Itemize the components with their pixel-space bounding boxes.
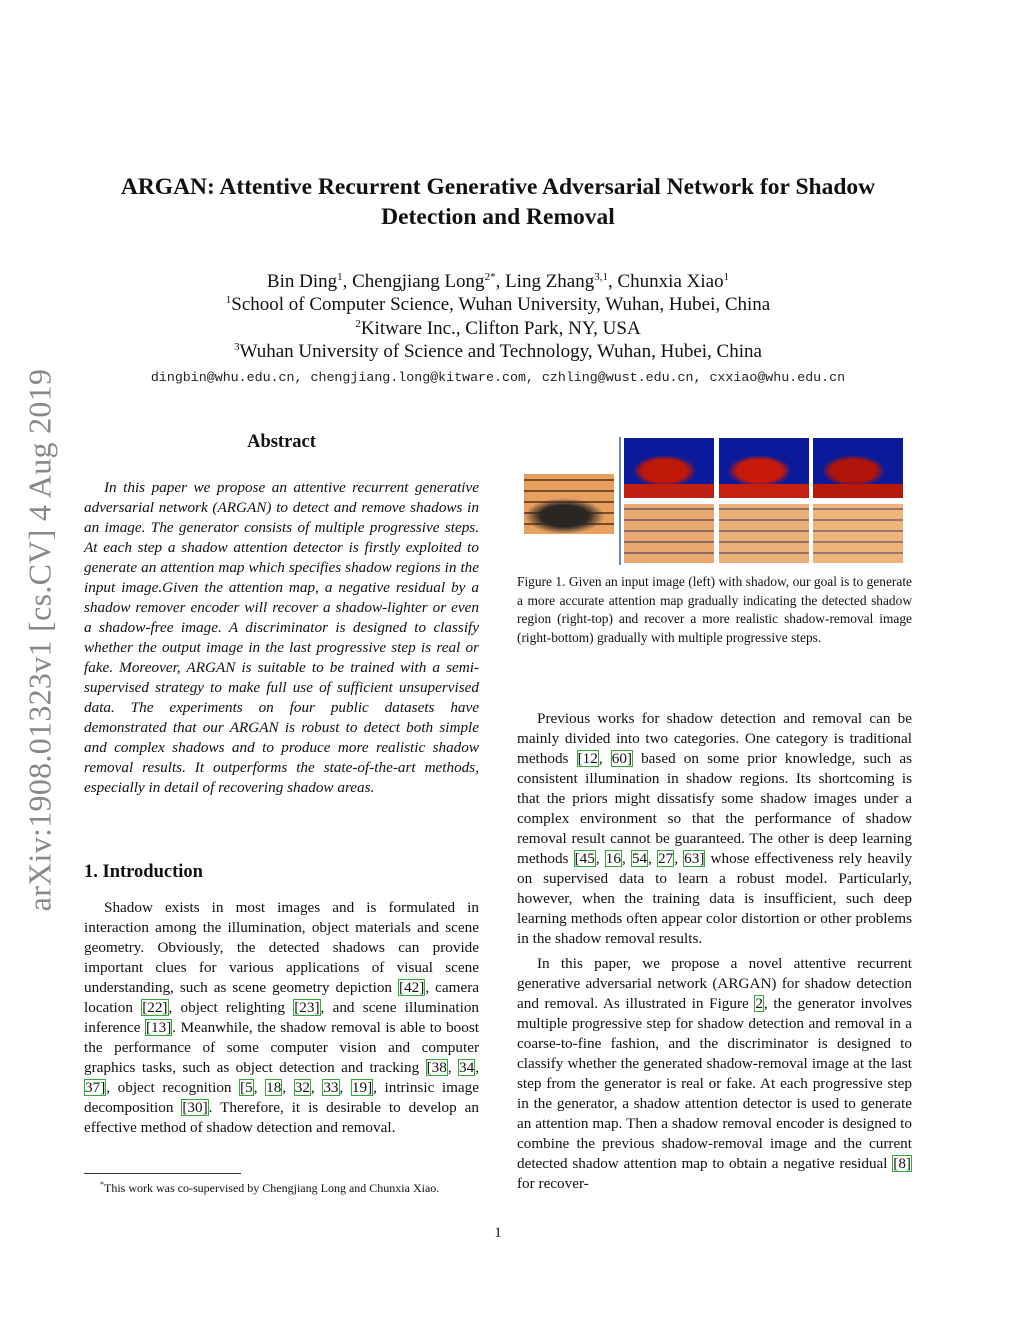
citation-link[interactable]: [38 <box>426 1059 447 1076</box>
text-run: , <box>598 750 611 767</box>
affiliation <box>90 293 906 316</box>
author: Bin Ding <box>266 271 338 292</box>
paragraph-proposal <box>517 954 912 1194</box>
section-heading-introduction: 1. Introduction <box>84 862 203 882</box>
page-number: 1 <box>494 1225 502 1241</box>
text-run: , and scene illumination inference <box>84 999 480 1036</box>
paragraph-previous-works <box>517 709 912 949</box>
citation-link[interactable]: [5 <box>240 1079 253 1096</box>
citation-link[interactable]: 63] <box>684 850 705 867</box>
text-run: , <box>674 850 684 867</box>
citation-link[interactable]: 19] <box>351 1079 373 1096</box>
paper-title: ARGAN: Attentive Recurrent Generative Adversarial Network for Shadow Detection and Removal <box>120 174 876 230</box>
shadow-removal-step-1 <box>624 504 714 563</box>
author: Ling Zhang <box>505 271 595 292</box>
text-run: . Meanwhile, the shadow removal is able to boost the performance of some computer vision and computer graphics tasks, such as object detection and tracking <box>84 1019 479 1076</box>
text-run: , camera location <box>84 979 479 1016</box>
affiliation-sup: 2 <box>355 317 361 330</box>
text-run: whose effectiveness rely heavily on supervised data to learn a robust model. Particularly, however, when the training data is insufficient, such deep learning methods often appear color distortion or other problems in the shadow removal results. <box>517 850 913 947</box>
citation-link[interactable]: 32 <box>294 1079 310 1096</box>
text-run: for recover- <box>517 1175 589 1192</box>
text-run: , object relighting <box>168 999 294 1016</box>
text-run: , the generator involves multiple progressive step for shadow detection and removal in a coarse-to-fine fashion, and the discriminator is designed to classify whether the generated shadow-removal image at the last step from the generator is real or fake. At each progressive step in the generator, a shadow attention detector is used to generate an attention map. Then a shadow removal encoder is designed to combine the previous shadow-removal image and the current detected shadow attention map to obtain a negative residual <box>517 995 912 1172</box>
citation-link[interactable]: [12 <box>577 750 598 767</box>
affiliation <box>90 340 906 363</box>
affiliation-text: Wuhan University of Science and Technology, Wuhan, Hubei, China <box>239 340 762 362</box>
text-run: , <box>310 1079 323 1096</box>
intro-paragraph <box>84 898 479 1138</box>
text-run: , <box>253 1079 266 1096</box>
text-run: , <box>595 850 605 867</box>
attention-map-step-3 <box>813 438 903 498</box>
citation-link[interactable]: 18 <box>266 1079 282 1096</box>
figure-caption: Figure 1. Given an input image (left) with shadow, our goal is to generate a more accurate attention map gradually indicating the detected shadow region (right-top) and recover a more realistic shadow-removal image (right-bottom) gradually with multiple progressive steps. <box>517 574 912 645</box>
text-run: , <box>282 1079 294 1096</box>
shadow-removal-step-2 <box>719 504 809 563</box>
citation-link[interactable]: [8] <box>893 1155 911 1172</box>
author: Chunxia Xiao <box>617 271 724 292</box>
author-sup: 2* <box>484 271 496 283</box>
attention-map-step-1 <box>624 438 714 498</box>
citation-link[interactable]: [13] <box>145 1019 172 1036</box>
text-run: , <box>475 1059 480 1076</box>
citation-link[interactable]: 34 <box>459 1059 475 1076</box>
text-run: , <box>339 1079 351 1096</box>
text-run: In this paper, we propose a novel attentive recurrent generative adversarial network (ARGAN) for shadow detection and removal. As illustrated in Figure <box>517 955 912 1012</box>
input-shadow-image <box>524 474 614 534</box>
abstract-text: In this paper we propose an attentive recurrent generative adversarial network (ARGAN) to detect and remove shadows in an image. The generator consists of multiple progressive steps. At each step a shadow attention detector is firstly exploited to generate an attention map which specifies shadow regions in the input image.Given the attention map, a negative residual by a shadow remover encoder will recover a shadow-lighter or even a shadow-free image. A discriminator is designed to classify whether the output image in the last progressive step is real or fake. Moreover, ARGAN is suitable to be trained with a semi-supervised strategy to make full use of sufficient unsupervised data. The experiments on four public datasets have demonstrated that our ARGAN is robust to detect both simple and complex shadows and to produce more realistic shadow removal results. It outperforms the state-of-the-art methods, especially in detail of recovering shadow areas. <box>84 479 479 796</box>
affiliation-text: Kitware Inc., Clifton Park, NY, USA <box>360 317 641 339</box>
author: Chengjiang Long <box>352 271 485 292</box>
citation-link[interactable]: [30] <box>182 1099 208 1116</box>
arxiv-identifier: arXiv:1908.01323v1 [cs.CV] 4 Aug 2019 <box>21 368 58 912</box>
citation-link[interactable]: [23] <box>294 999 320 1016</box>
author-sup: 1 <box>337 271 343 283</box>
citation-link[interactable]: 16 <box>605 850 621 867</box>
shadow-removal-step-3 <box>813 504 903 563</box>
author-sup: 1 <box>723 271 730 283</box>
text-run: Previous works for shadow detection and removal can be mainly divided into two categories. One category is traditional methods <box>517 710 912 767</box>
affiliation-text: School of Computer Science, Wuhan University, Wuhan, Hubei, China <box>231 294 771 316</box>
footnote-rule <box>84 1173 241 1174</box>
text-run: , <box>447 1059 459 1076</box>
citation-link[interactable]: [45 <box>574 850 595 867</box>
right-column-text <box>517 709 912 1199</box>
citation-link[interactable]: 54 <box>631 850 648 867</box>
citation-link[interactable]: 2 <box>755 995 763 1012</box>
footnote <box>84 1177 484 1196</box>
affiliation <box>90 317 906 340</box>
affiliation-sup: 3 <box>234 340 240 353</box>
text-run: Shadow exists in most images and is formulated in interaction among the illumination, object materials and scene geometry. Obviously, the detected shadows can provide important clues for various applications of visual scene understanding, such as scene geometry depiction <box>84 899 479 996</box>
citation-link[interactable]: 27 <box>658 850 674 867</box>
author-emails[interactable]: dingbin@whu.edu.cn, chengjiang.long@kitware.com, czhling@wust.edu.cn, cxxiao@whu.edu.cn <box>150 370 846 385</box>
text-run: , <box>648 850 658 867</box>
abstract-heading: Abstract <box>247 432 316 452</box>
figure-1 <box>517 436 912 566</box>
text-run: , object recognition <box>106 1079 240 1096</box>
citation-link[interactable]: 60] <box>611 750 632 767</box>
citation-link[interactable]: [22] <box>142 999 168 1016</box>
text-run: , intrinsic image decomposition <box>84 1079 480 1116</box>
footnote-mark: * <box>100 1180 104 1189</box>
figure-divider <box>619 437 621 565</box>
text-run: , <box>621 850 631 867</box>
text-run: . Therefore, it is desirable to develop an effective method of shadow detection and removal. <box>84 1099 479 1136</box>
author-block <box>90 270 906 363</box>
citation-link[interactable]: 37] <box>85 1079 106 1096</box>
author-sup: 3,1 <box>594 271 608 283</box>
text-run: based on some prior knowledge, such as consistent illumination in shadow regions. Its shortcoming is that the priors might dissatisfy some shadow images under a complex environment so that the performance of shadow removal result cannot be guaranteed. The other is deep learning methods <box>517 750 912 867</box>
author-list: Bin Ding$^1$, Chengjiang Long$^{2*}$, Ling Zhang$^{3,1}$, Chunxia Xiao$^1$ <box>266 271 730 292</box>
attention-map-step-2 <box>719 438 809 498</box>
citation-link[interactable]: 33 <box>323 1079 339 1096</box>
affiliation-sup: 1 <box>225 294 232 307</box>
footnote-text: This work was co-supervised by Chengjiang Long and Chunxia Xiao. <box>104 1181 440 1195</box>
citation-link[interactable]: [42] <box>399 979 425 996</box>
